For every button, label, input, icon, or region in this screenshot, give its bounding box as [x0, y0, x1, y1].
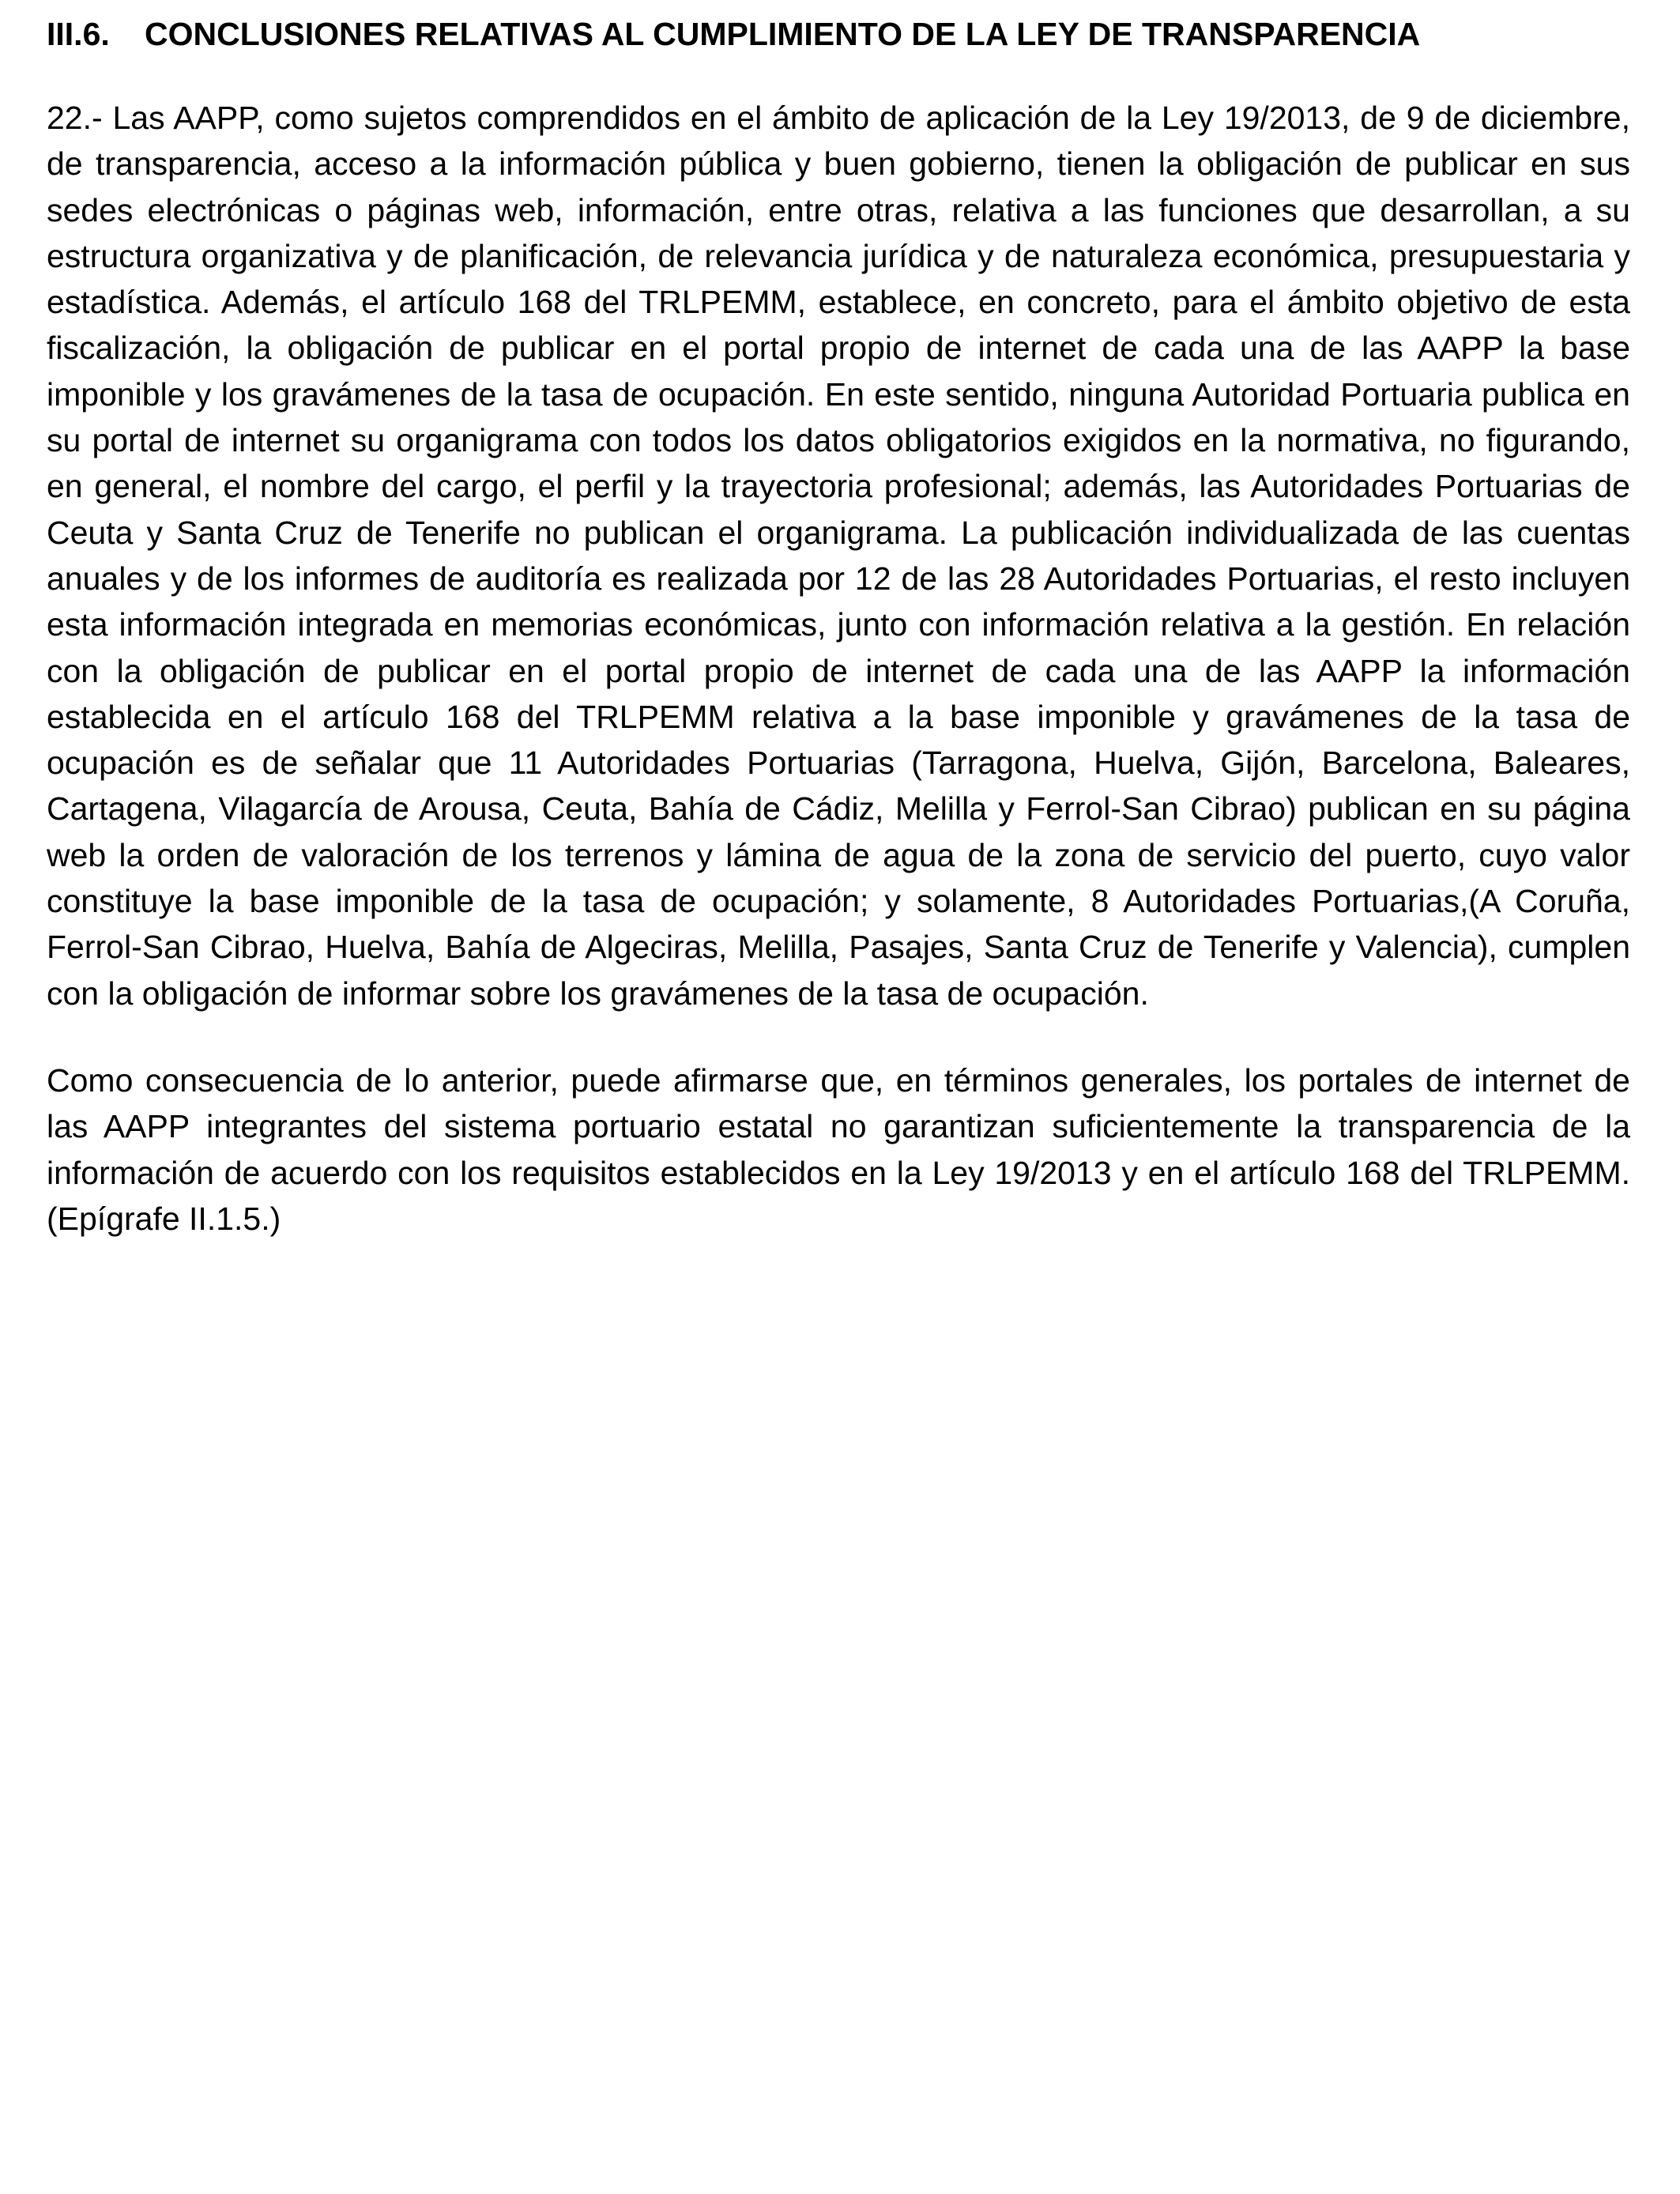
page-content: [47, 11, 1630, 1242]
section-heading: [47, 11, 1630, 57]
paragraph-22: 22.- Las AAPP, como sujetos comprendidos en el ámbito de aplicación de la Ley 19/2013, de 9 de diciembre, de transparencia, acceso a la información pública y buen gobierno, tienen la obligación de publicar en sus sedes electrónicas o páginas web, información, entre otras, relativa a las funciones que desarrollan, a su estructura organizativa y de planificación, de relevancia jurídica y de naturaleza económica, presupuestaria y estadística. Además, el artículo 168 del TRLPEMM, establece, en concreto, para el ámbito objetivo de esta fiscalización, la obligación de publicar en el portal propio de internet de cada una de las AAPP la base imponible y los gravámenes de la tasa de ocupación. En este sentido, ninguna Autoridad Portuaria publica en su portal de internet su organigrama con todos los datos obligatorios exigidos en la normativa, no figurando, en general, el nombre del cargo, el perfil y la trayectoria profesional; además, las Autoridades Portuarias de Ceuta y Santa Cruz de Tenerife no publican el organigrama. La publicación individualizada de las cuentas anuales y de los informes de auditoría es realizada por 12 de las 28 Autoridades Portuarias, el resto incluyen esta información integrada en memorias económicas, junto con información relativa a la gestión. En relación con la obligación de publicar en el portal propio de internet de cada una de las AAPP la información establecida en el artículo 168 del TRLPEMM relativa a la base imponible y gravámenes de la tasa de ocupación es de señalar que 11 Autoridades Portuarias (Tarragona, Huelva, Gijón, Barcelona, Baleares, Cartagena, Vilagarcía de Arousa, Ceuta, Bahía de Cádiz, Melilla y Ferrol-San Cibrao) publican en su página web la orden de valoración de los terrenos y lámina de agua de la zona de servicio del puerto, cuyo valor constituye la base imponible de la tasa de ocupación; y solamente, 8 Autoridades Portuarias,(A Coruña, Ferrol-San Cibrao, Huelva, Bahía de Algeciras, Melilla, Pasajes, Santa Cruz de Tenerife y Valencia), cumplen con la obligación de informar sobre los gravámenes de la tasa de ocupación.: [47, 100, 1630, 1012]
section-number: III.6.: [47, 16, 110, 52]
section-title: CONCLUSIONES RELATIVAS AL CUMPLIMIENTO DE LA LEY DE TRANSPARENCIA: [145, 16, 1421, 52]
paragraph-conclusion: Como consecuencia de lo anterior, puede afirmarse que, en términos generales, los portales de internet de las AAPP integrantes del sistema portuario estatal no garantizan suficientemente la transparencia de la información de acuerdo con los requisitos establecidos en la Ley 19/2013 y en el artículo 168 del TRLPEMM. (Epígrafe II.1.5.): [47, 1061, 1630, 1237]
